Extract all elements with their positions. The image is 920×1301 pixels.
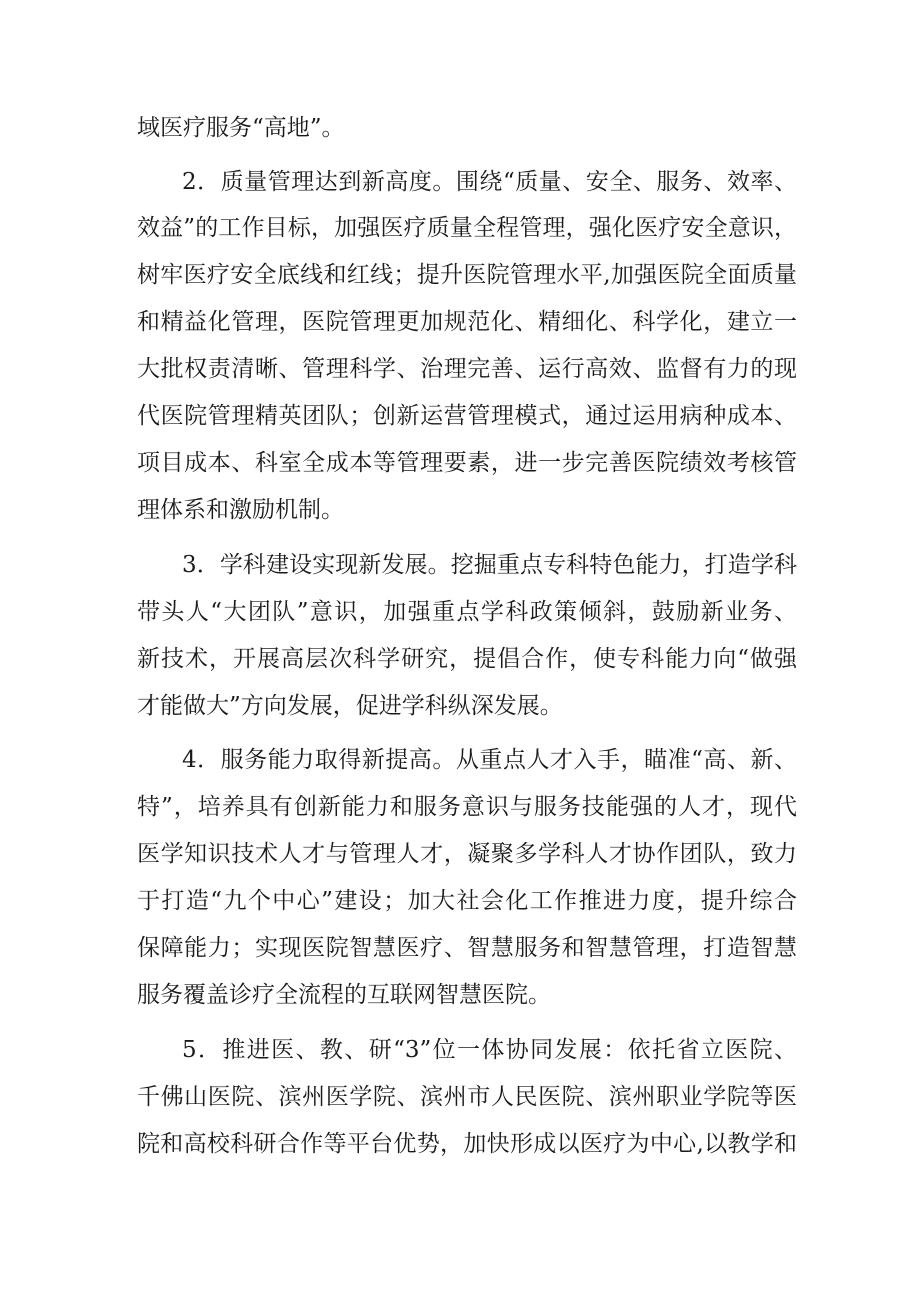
text-line: 医学知识技术人才与管理人才，凝聚多学科人才协作团队，致力 [137, 841, 797, 867]
text-line: 效益”的工作目标，加强医疗质量全程管理，强化医疗安全意识， [137, 215, 797, 241]
text-line: 新技术，开展高层次科学研究，提倡合作，使专科能力向“做强 [137, 646, 797, 672]
text-line: 带头人“大团队”意识，加强重点学科政策倾斜，鼓励新业务、 [137, 599, 797, 625]
paragraph-4-first-line: 4．服务能力取得新提高。从重点人才入手，瞄准“高、新、 [182, 747, 797, 773]
text-line: 和精益化管理，医院管理更加规范化、精细化、科学化，建立一 [137, 309, 797, 335]
text-line: 服务覆盖诊疗全流程的互联网智慧医院。 [137, 982, 551, 1008]
text-line: 特”，培养具有创新能力和服务意识与服务技能强的人才，现代 [137, 794, 797, 820]
text-line: 树牢医疗安全底线和红线；提升医院管理水平,加强医院全面质量 [137, 262, 797, 288]
text-line: 域医疗服务“高地”。 [137, 115, 345, 141]
text-line: 大批权责清晰、管理科学、治理完善、运行高效、监督有力的现 [137, 356, 797, 382]
text-line: 院和高校科研合作等平台优势，加快形成以医疗为中心,以教学和 [137, 1131, 797, 1157]
paragraph-3-first-line: 3．学科建设实现新发展。挖掘重点专科特色能力，打造学科 [182, 552, 797, 578]
paragraph-2-first-line: 2．质量管理达到新高度。围绕“质量、安全、服务、效率、 [182, 169, 797, 195]
text-line: 千佛山医院、滨州医学院、滨州市人民医院、滨州职业学院等医 [137, 1084, 797, 1110]
paragraph-5-first-line: 5．推进医、教、研“3”位一体协同发展：依托省立医院、 [182, 1037, 797, 1063]
text-line: 保障能力；实现医院智慧医疗、智慧服务和智慧管理，打造智慧 [137, 935, 797, 961]
text-line: 理体系和激励机制。 [137, 497, 344, 523]
text-line: 项目成本、科室全成本等管理要素，进一步完善医院绩效考核管 [137, 450, 797, 476]
text-line: 才能做大”方向发展，促进学科纵深发展。 [137, 693, 563, 719]
text-line: 代医院管理精英团队；创新运营管理模式，通过运用病种成本、 [137, 403, 797, 429]
text-line: 于打造“九个中心”建设；加大社会化工作推进力度，提升综合 [137, 888, 797, 914]
